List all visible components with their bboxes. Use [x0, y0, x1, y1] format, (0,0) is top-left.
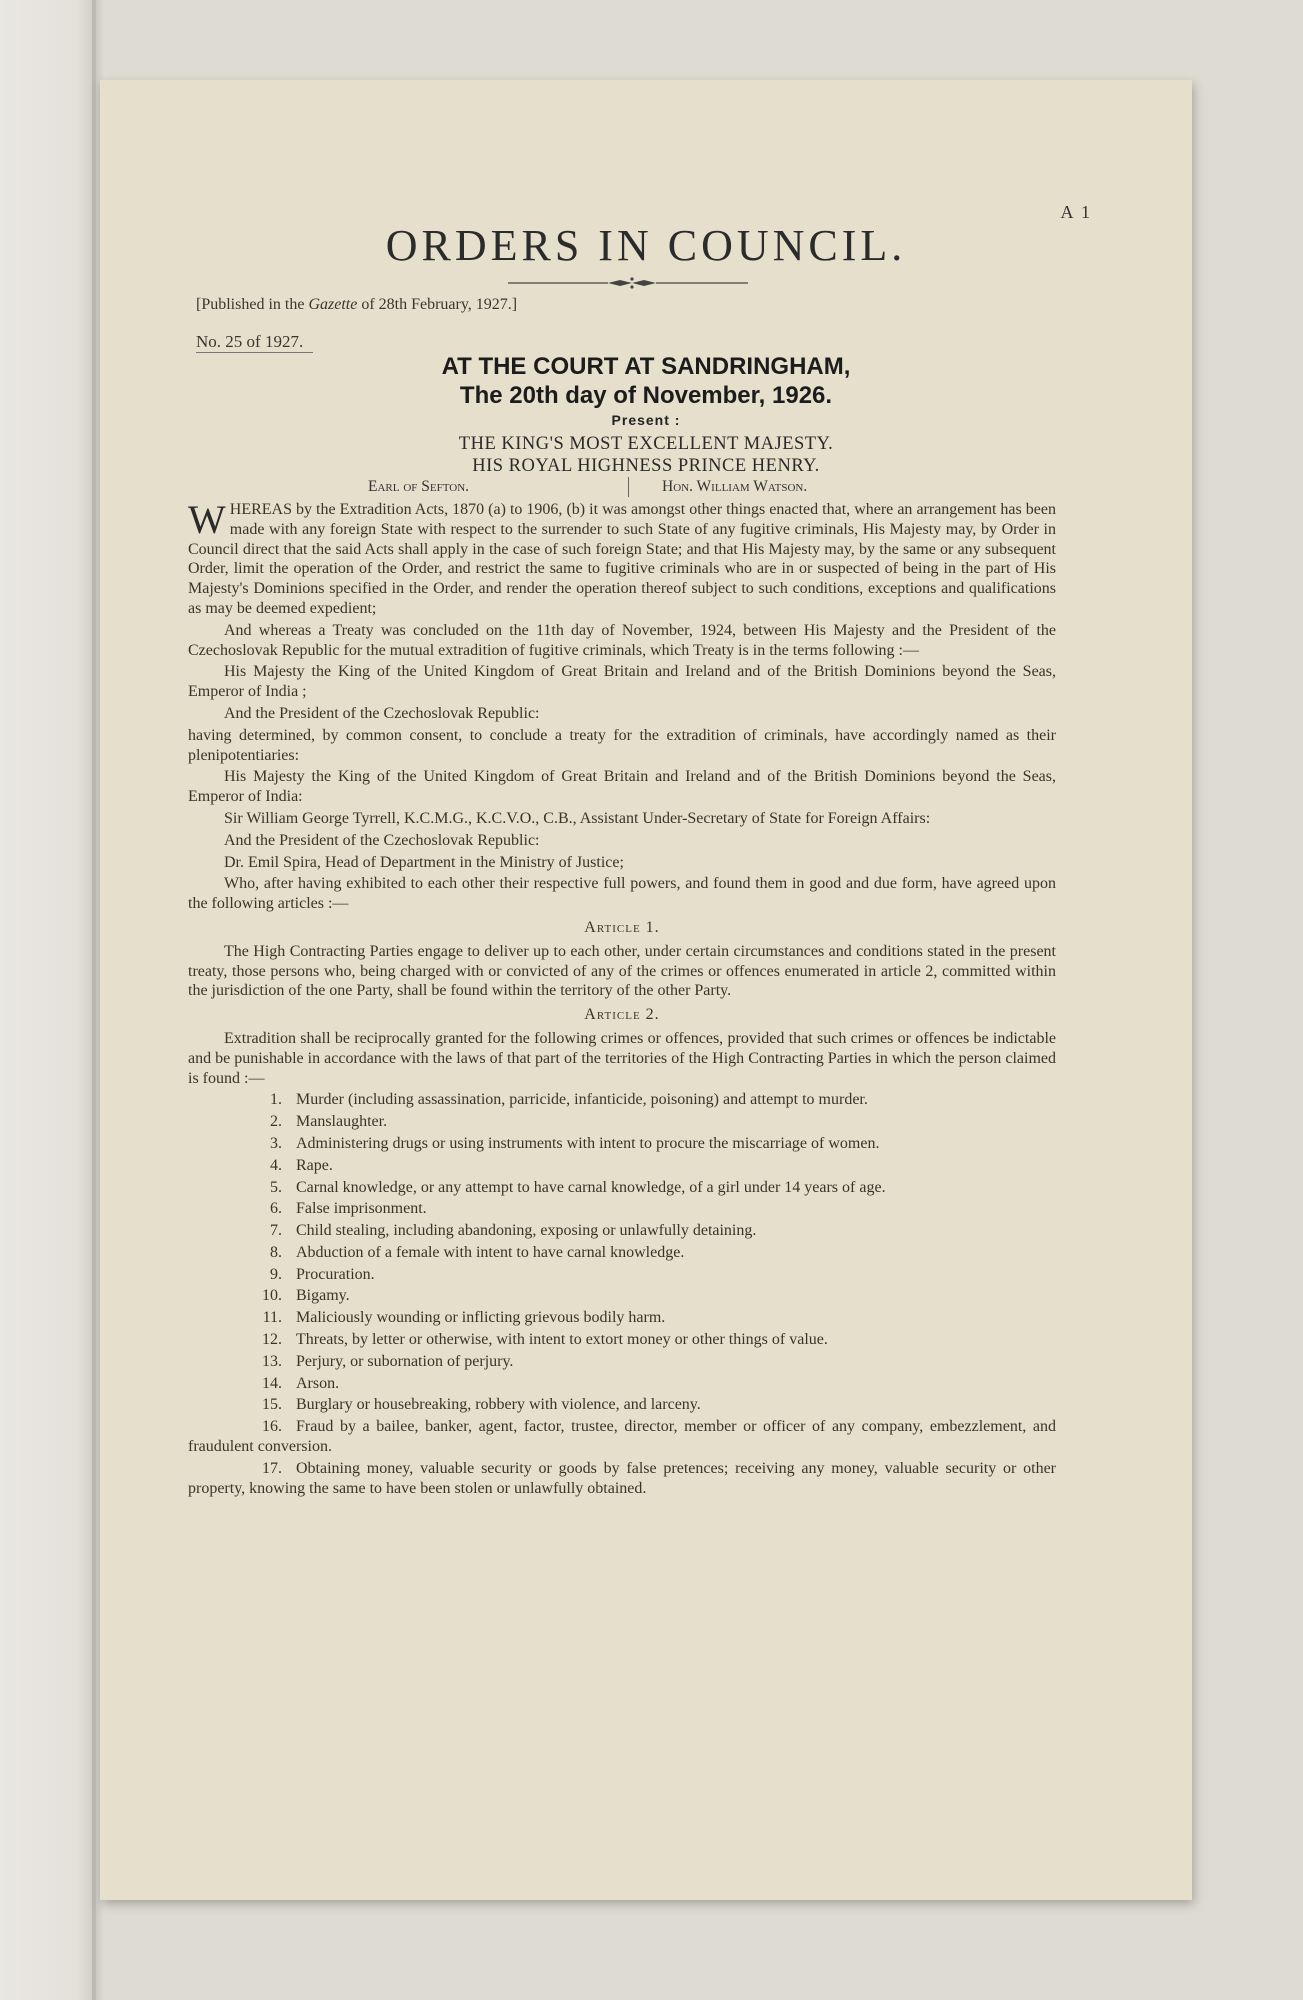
document-page [100, 80, 1192, 1900]
crime-text: Child stealing, including abandoning, exposing or unlawfully detaining. [296, 1222, 757, 1240]
crime-text: Maliciously wounding or inflicting grievous bodily harm. [296, 1309, 666, 1327]
crime-text: Manslaughter. [296, 1113, 388, 1131]
crime-item [188, 1265, 1056, 1285]
crime-item [188, 1308, 1056, 1328]
article-1-text: The High Contracting Parties engage to deliver up to each other, under certain circumstances and conditions stated in the present treaty, those persons who, being charged with or convicted of any of the crimes or offences enumerated in article 2, committed within the jurisdiction of the one Party, shall be found within the territory of the other Party. [188, 942, 1056, 1000]
president-party-paragraph: And the President of the Czechoslovak Republic: [224, 704, 540, 722]
crime-number: 13. [262, 1352, 282, 1370]
publication-note-suffix: of 28th February, 1927.] [357, 296, 518, 313]
article-1-heading: Article 1. [584, 918, 660, 936]
crime-text: Fraud by a bailee, banker, agent, factor, trustee, director, member or officer of any company, embezzlement, and fraudulent conversion. [188, 1418, 1056, 1456]
tyrrell-paragraph: Sir William George Tyrrell, K.C.M.G., K.C.V.O., C.B., Assistant Under-Secretary of State for Foreign Affairs: [224, 809, 931, 827]
crime-item [188, 1221, 1056, 1241]
crime-text: Carnal knowledge, or any attempt to have carnal knowledge, of a girl under 14 years of age. [296, 1178, 886, 1196]
crime-item [188, 1286, 1056, 1306]
crime-item [188, 1374, 1056, 1394]
crime-item [188, 1178, 1056, 1198]
crime-number: 15. [262, 1396, 282, 1414]
crime-text: Murder (including assassination, parricide, infanticide, poisoning) and attempt to murder. [296, 1091, 868, 1109]
attendee-divider [628, 477, 629, 497]
order-body [188, 497, 1056, 1500]
crime-text: Arson. [296, 1374, 340, 1392]
crime-item [188, 1156, 1056, 1176]
page-reference: A 1 [1060, 202, 1092, 222]
article-2-heading: Article 2. [584, 1006, 660, 1024]
spira-paragraph: Dr. Emil Spira, Head of Department in the Ministry of Justice; [224, 853, 624, 871]
crime-item [188, 1417, 1056, 1457]
crime-item [188, 1112, 1056, 1132]
whereas-paragraph [188, 497, 1056, 619]
crime-text: Bigamy. [296, 1287, 350, 1305]
publication-note [196, 296, 517, 314]
crime-number: 7. [270, 1222, 282, 1240]
present-label: Present : [611, 412, 681, 428]
left-page-edge [0, 0, 96, 2000]
crime-number: 4. [270, 1156, 282, 1174]
crime-item [188, 1134, 1056, 1154]
crime-item [188, 1459, 1056, 1499]
publication-note-prefix: [Published in the [196, 296, 309, 313]
crime-item [188, 1090, 1056, 1110]
attendee-earl: Earl of Sefton. [368, 478, 470, 495]
crime-item [188, 1199, 1056, 1219]
crime-number: 9. [270, 1265, 282, 1283]
crime-number: 14. [262, 1374, 282, 1392]
crime-number: 11. [262, 1309, 282, 1327]
order-number: No. 25 of 1927. [196, 332, 313, 353]
plenipotentiaries-paragraph: having determined, by common consent, to conclude a treaty for the extradition of criminals, have accordingly named as their plenipotentiaries: [188, 726, 1056, 764]
king-party-paragraph: His Majesty the King of the United Kingdom of Great Britain and Ireland and of the British Dominions beyond the Seas, Emperor of India ; [188, 663, 1056, 701]
whereas-text: HEREAS by the Extradition Acts, 1870 (a) to 1906, (b) it was amongst other things enacted that, where an arrangement has been made with any foreign State with respect to the surrender to such State of any fugitive criminals, His Majesty may, by Order in Council direct that the said Acts shall apply in the case of such foreign State; and that His Majesty may, by the same or any subsequent Order, limit the operation of the Order, and restrict the same to fugitive criminals who are in or suspected of being in the part of His Majesty's Dominions specified in the Order, and render the operation thereof subject to such conditions, exceptions and qualifications as may be deemed expedient; [188, 501, 1056, 617]
article-2-text: Extradition shall be reciprocally granted for the following crimes or offences, provided that such crimes or offences be indictable and be punishable in accordance with the laws of that part of the territories of the High Contracting Parties in which the person claimed is found :— [188, 1029, 1056, 1087]
crime-number: 17. [262, 1459, 282, 1477]
treaty-paragraph: And whereas a Treaty was concluded on the 11th day of November, 1924, between His Majesty and the President of the Czechoslovak Republic for the mutual extradition of fugitive criminals, which Treaty is in the terms following :— [188, 621, 1056, 659]
crime-text: Threats, by letter or otherwise, with intent to extort money or other things of value. [296, 1331, 828, 1349]
crime-item [188, 1395, 1056, 1415]
crime-text: Abduction of a female with intent to have carnal knowledge. [296, 1243, 685, 1261]
agreement-paragraph: Who, after having exhibited to each other their respective full powers, and found them in good and due form, have agreed upon the following articles :— [188, 875, 1056, 913]
drop-cap: W [188, 497, 226, 542]
crime-item [188, 1330, 1056, 1350]
president-plenipotentiary-paragraph: And the President of the Czechoslovak Republic: [224, 831, 540, 849]
page-title: ORDERS IN COUNCIL. [385, 221, 907, 270]
crime-text: Perjury, or subornation of perjury. [296, 1352, 514, 1370]
crime-text: Burglary or housebreaking, robbery with violence, and larceny. [296, 1396, 701, 1414]
crime-number: 12. [262, 1331, 282, 1349]
attendee-watson: Hon. William Watson. [662, 478, 808, 495]
crime-text: Obtaining money, valuable security or goods by false pretences; receiving any money, valuable security or other property, knowing the same to have been stolen or unlawfully obtained. [188, 1459, 1056, 1497]
crime-number: 3. [270, 1134, 282, 1152]
title-ornament [508, 277, 748, 289]
crime-text: Rape. [296, 1156, 333, 1174]
crime-text: False imprisonment. [296, 1200, 427, 1218]
crime-item [188, 1352, 1056, 1372]
crime-text: Procuration. [296, 1265, 375, 1283]
crime-number: 1. [270, 1091, 282, 1109]
gazette-name: Gazette [308, 296, 358, 313]
crime-number: 10. [262, 1287, 282, 1305]
crime-number: 8. [270, 1243, 282, 1261]
crime-item [188, 1243, 1056, 1263]
crimes-list [188, 1090, 1056, 1498]
crime-number: 2. [270, 1113, 282, 1131]
attendee-prince: HIS ROYAL HIGHNESS PRINCE HENRY. [472, 456, 820, 476]
king-plenipotentiary-paragraph: His Majesty the King of the United Kingdom of Great Britain and Ireland and of the British Dominions beyond the Seas, Emperor of India: [188, 768, 1056, 806]
attendee-king: THE KING'S MOST EXCELLENT MAJESTY. [458, 434, 834, 454]
court-heading [100, 352, 1192, 410]
crime-number: 5. [270, 1178, 282, 1196]
court-date: The 20th day of November, 1926. [459, 382, 833, 409]
crime-number: 6. [270, 1200, 282, 1218]
crime-text: Administering drugs or using instruments with intent to procure the miscarriage of women. [296, 1134, 880, 1152]
court-location: AT THE COURT AT SANDRINGHAM, [441, 353, 851, 380]
crime-number: 16. [262, 1418, 282, 1436]
